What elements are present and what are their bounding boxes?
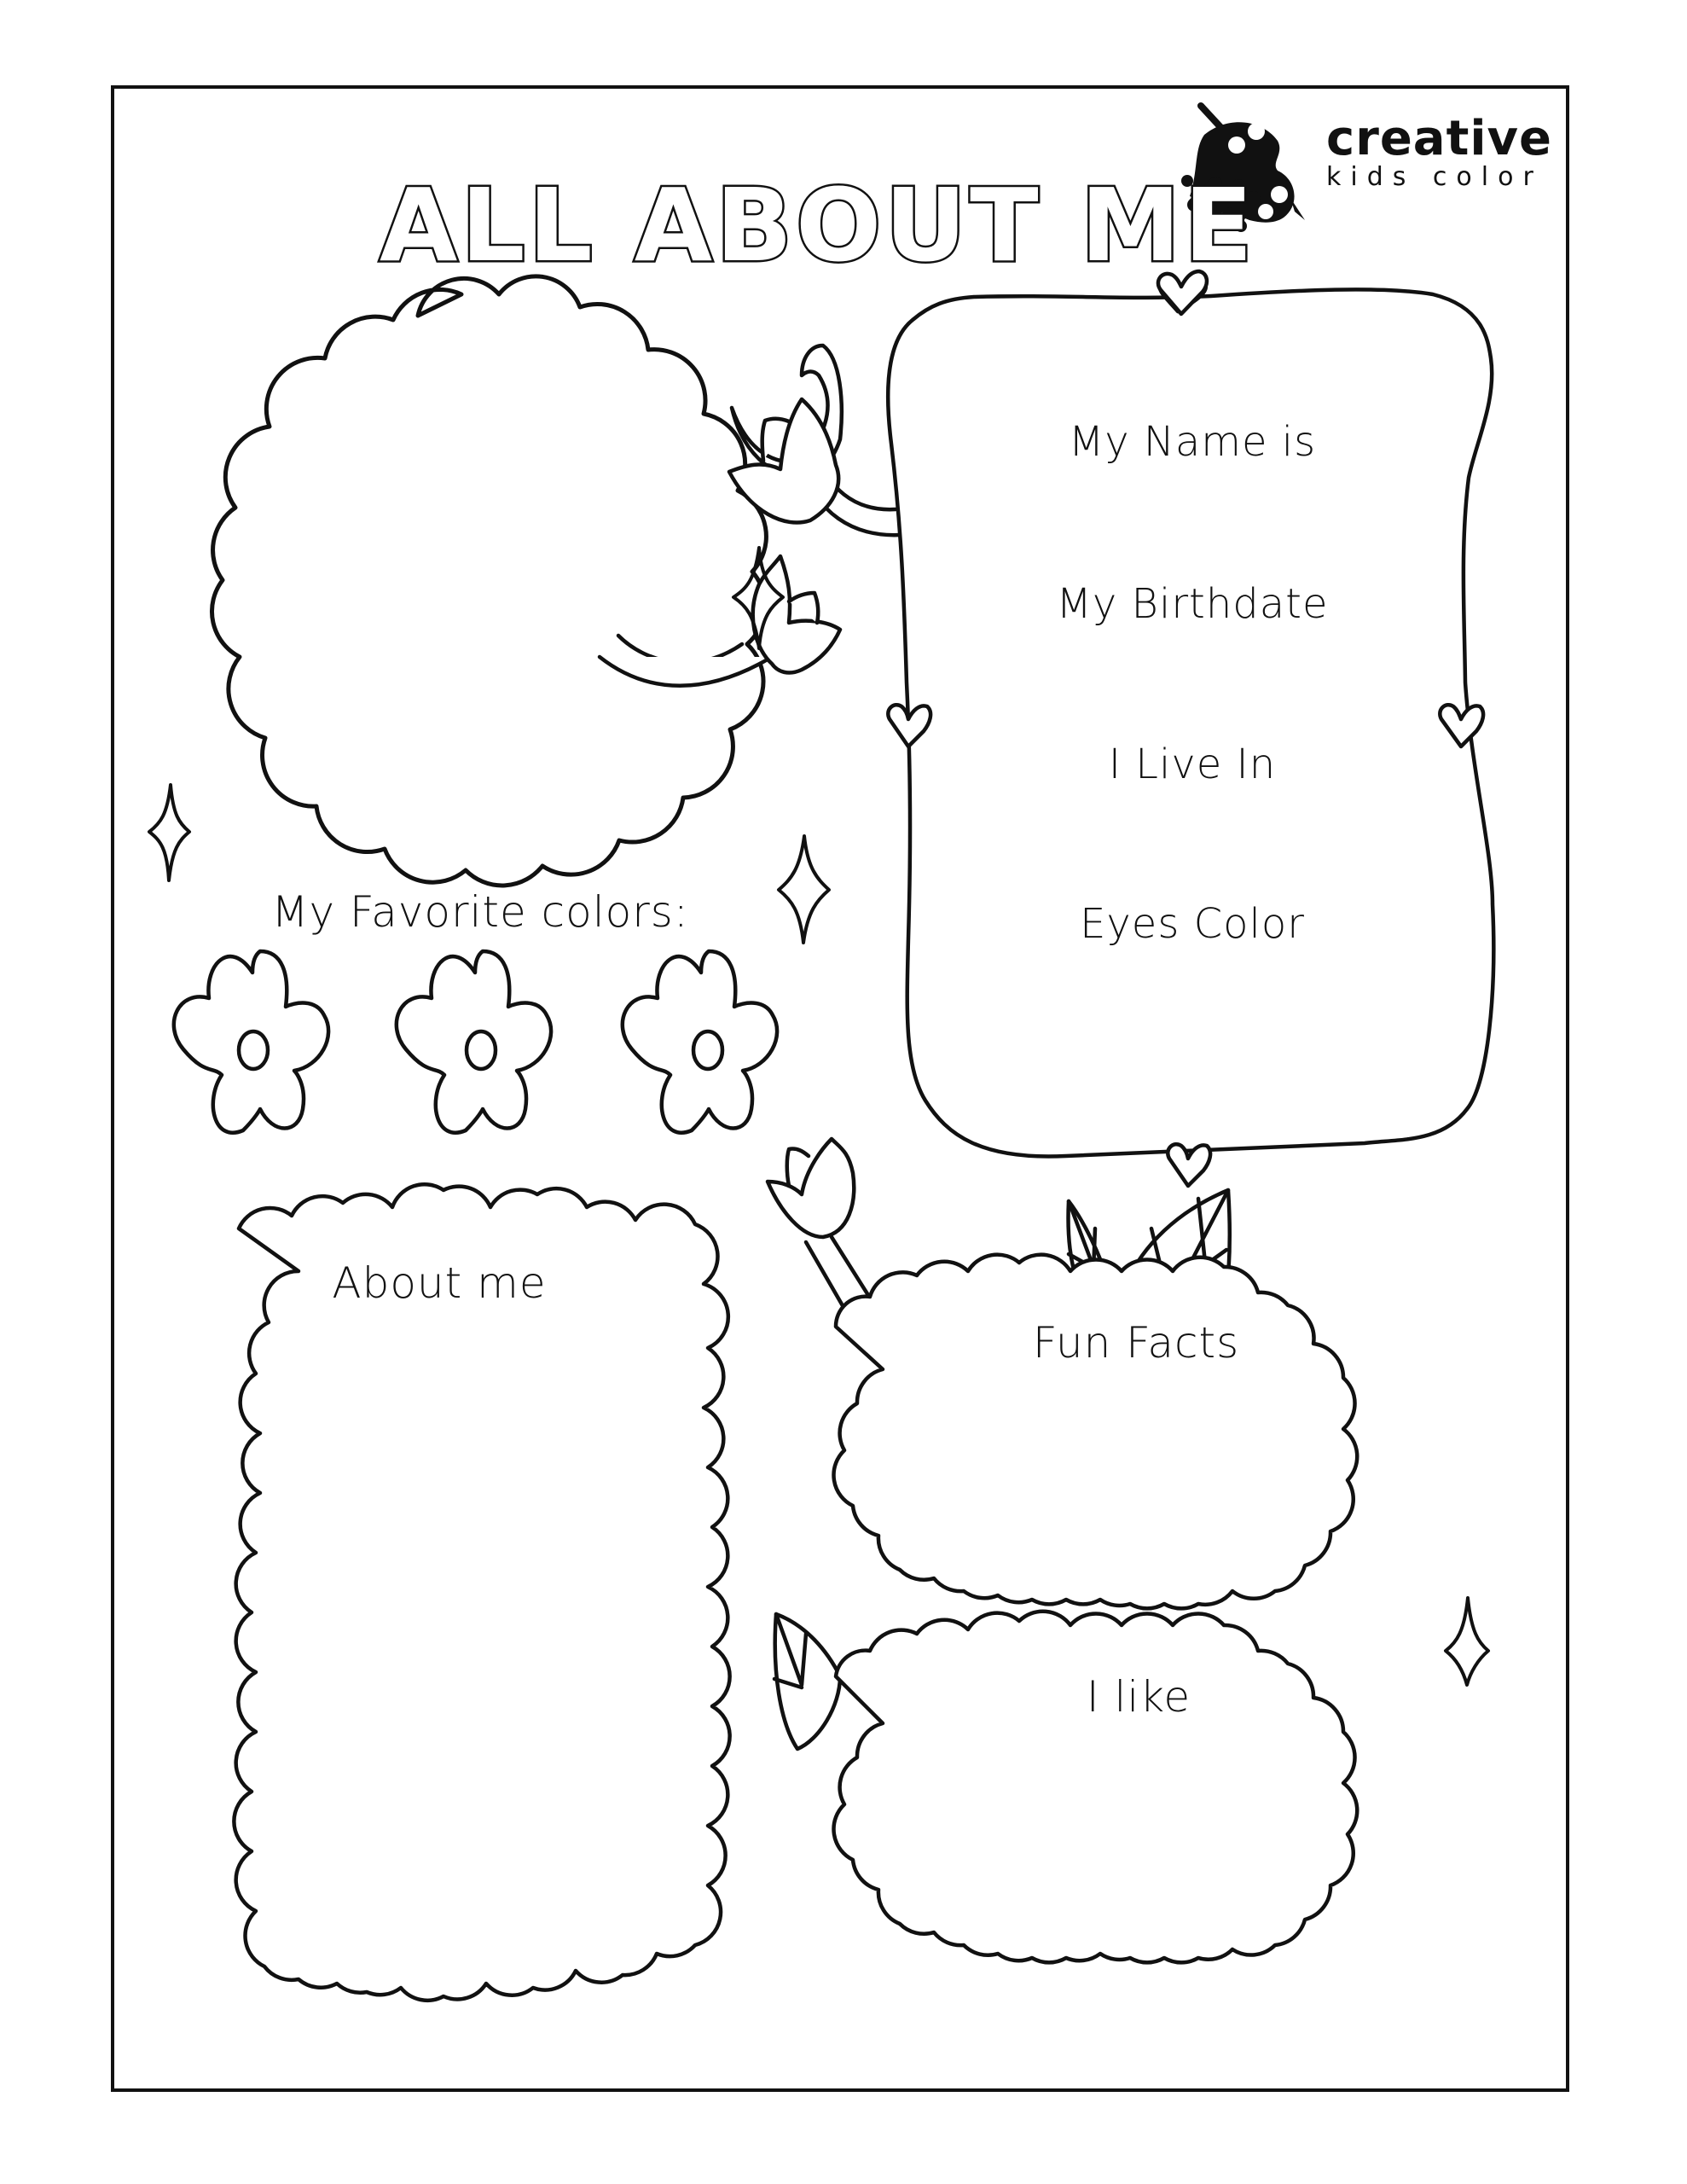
name-label: My Name is xyxy=(1068,418,1317,466)
favorite-color-flower[interactable] xyxy=(174,951,328,1133)
favorite-colors-label: My Favorite colors: xyxy=(271,887,689,937)
page-title: ALL ABOUT ME xyxy=(380,166,1256,284)
fun-facts-frame[interactable] xyxy=(834,1255,1358,1609)
birthdate-label: My Birthdate xyxy=(1056,580,1329,628)
photo-frame[interactable] xyxy=(212,276,766,886)
brand-name: creative xyxy=(1326,111,1553,166)
brand-logo xyxy=(1326,111,1553,192)
fun-facts-label: Fun Facts xyxy=(1032,1318,1240,1368)
i-like-frame[interactable] xyxy=(834,1612,1358,1963)
about-me-label: About me xyxy=(332,1258,547,1308)
favorite-color-flower[interactable] xyxy=(623,951,777,1133)
brand-tagline: kids color xyxy=(1326,162,1543,192)
eyes-color-label: Eyes Color xyxy=(1080,900,1305,948)
favorite-color-flower[interactable] xyxy=(397,951,551,1133)
live-in-label: I Live In xyxy=(1108,741,1277,788)
i-like-label: I like xyxy=(1086,1672,1191,1722)
leaf-icon-ilike xyxy=(774,1614,840,1749)
